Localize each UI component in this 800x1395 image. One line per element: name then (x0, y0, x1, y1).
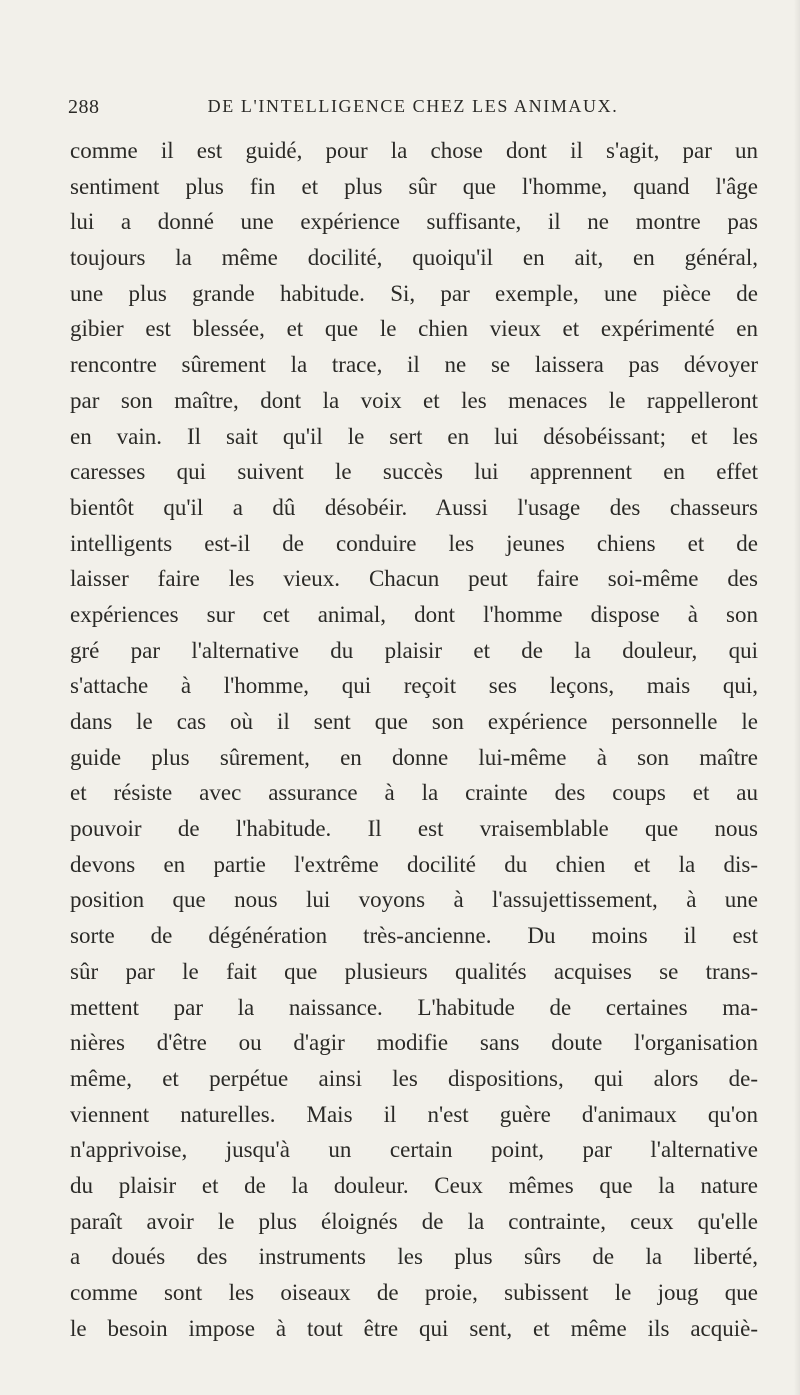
text-line: une plus grande habitude. Si, par exemple, une pièce de (70, 280, 758, 306)
text-line: le besoin impose à tout être qui sent, et même ils acquiè- (70, 1315, 758, 1341)
text-line: dans le cas où il sent que son expérience personnelle le (70, 709, 758, 734)
text-line: par son maître, dont la voix et les menaces le rappelleront (70, 387, 758, 413)
body-text (70, 133, 758, 1346)
text-line: sentiment plus fin et plus sûr que l'homme, quand l'âge (70, 173, 758, 199)
text-line: mettent par la naissance. L'habitude de certaines ma- (70, 994, 758, 1020)
text-line: même, et perpétue ainsi les dispositions, qui alors de- (70, 1065, 758, 1091)
text-line: devons en partie l'extrême docilité du chien et la dis- (70, 851, 758, 877)
text-line: comme sont les oiseaux de proie, subissent le joug que (70, 1280, 758, 1305)
text-line: caresses qui suivent le succès lui apprennent en effet (70, 459, 758, 485)
page-number: 288 (68, 96, 100, 118)
text-line: paraît avoir le plus éloignés de la contrainte, ceux qu'elle (70, 1208, 758, 1234)
page-edge-shadow (794, 0, 800, 1395)
text-line: position que nous lui voyons à l'assujettissement, à une (70, 887, 758, 913)
text-line: viennent naturelles. Mais il n'est guère d'animaux qu'on (70, 1101, 758, 1127)
text-line: sorte de dégénération très-ancienne. Du moins il est (70, 923, 758, 949)
text-line: en vain. Il sait qu'il le sert en lui désobéissant; et les (70, 423, 758, 449)
text-line: et résiste avec assurance à la crainte des coups et au (70, 780, 758, 806)
text-line: lui a donné une expérience suffisante, il ne montre pas (70, 209, 758, 235)
text-line: gibier est blessée, et que le chien vieux et expérimenté en (70, 316, 758, 342)
text-line: nières d'être ou d'agir modifie sans doute l'organisation (70, 1030, 758, 1056)
text-line: laisser faire les vieux. Chacun peut faire soi-même des (70, 566, 758, 592)
text-line: s'attache à l'homme, qui reçoit ses leçons, mais qui, (70, 673, 758, 699)
running-head (68, 96, 758, 122)
text-line: du plaisir et de la douleur. Ceux mêmes que la nature (70, 1172, 758, 1198)
text-line: bientôt qu'il a dû désobéir. Aussi l'usage des chasseurs (70, 494, 758, 520)
text-line: rencontre sûrement la trace, il ne se laissera pas dévoyer (70, 352, 758, 378)
text-line: guide plus sûrement, en donne lui-même à son maître (70, 744, 758, 770)
text-line: a doués des instruments les plus sûrs de la liberté, (70, 1244, 758, 1270)
text-line: comme il est guidé, pour la chose dont il s'agit, par un (70, 138, 758, 163)
text-line: sûr par le fait que plusieurs qualités acquises se trans- (70, 958, 758, 984)
text-line: pouvoir de l'habitude. Il est vraisemblable que nous (70, 816, 758, 842)
text-line: gré par l'alternative du plaisir et de la douleur, qui (70, 637, 758, 663)
text-line: toujours la même docilité, quoiqu'il en ait, en général, (70, 245, 758, 271)
text-line: intelligents est-il de conduire les jeunes chiens et de (70, 530, 758, 556)
text-line: n'apprivoise, jusqu'à un certain point, par l'alternative (70, 1137, 758, 1163)
running-title: DE L'INTELLIGENCE CHEZ LES ANIMAUX. (207, 96, 619, 116)
text-line: expériences sur cet animal, dont l'homme dispose à son (70, 601, 758, 627)
